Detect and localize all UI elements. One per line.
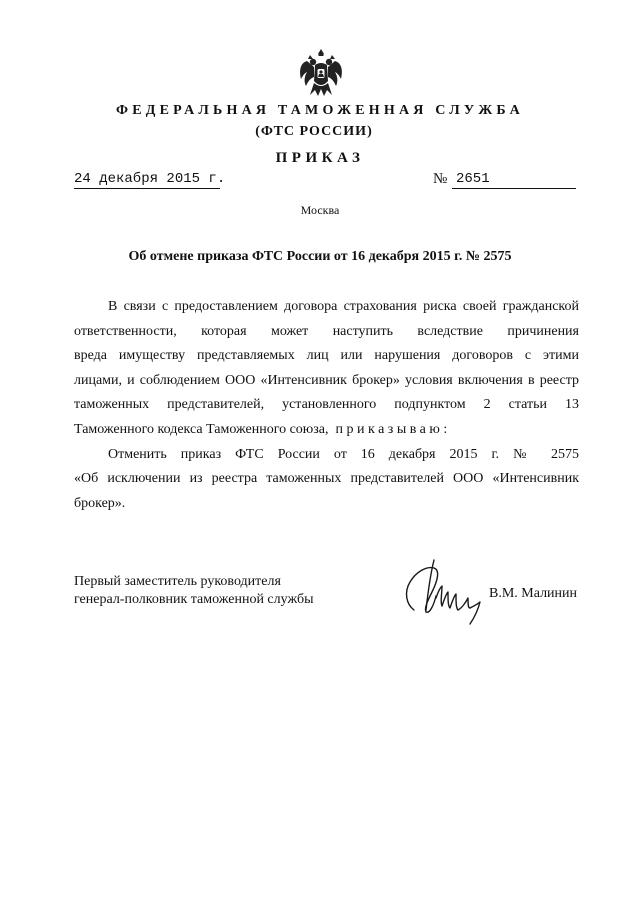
agency-name: ФЕДЕРАЛЬНАЯ ТАМОЖЕННАЯ СЛУЖБА xyxy=(116,103,524,118)
document-number: 2651 xyxy=(452,170,576,189)
city: Москва xyxy=(300,203,340,217)
signer-name: В.М. Малинин xyxy=(489,586,578,601)
body-line xyxy=(74,418,579,443)
number-sign: № xyxy=(433,171,448,187)
handwritten-signature xyxy=(400,552,492,628)
document-type: ПРИКАЗ xyxy=(275,150,365,166)
agency-abbreviation: (ФТС РОССИИ) xyxy=(255,124,373,139)
body-line: Отменить приказ ФТС России от 16 декабря 2015 г. № 2575 xyxy=(108,446,579,462)
signer-position-line: Первый заместитель руководителя xyxy=(74,574,281,589)
body-line: вреда имуществу представляемых лиц или нарушения договоров с этими xyxy=(74,348,579,364)
body-line: брокер». xyxy=(74,495,126,511)
body-line: «Об исключении из реестра таможенных представителей ООО «Интенсивник xyxy=(74,471,579,487)
order-word: приказываю: xyxy=(335,421,451,437)
double-headed-eagle-emblem-icon xyxy=(298,47,344,99)
document-date: 24 декабря 2015 г. xyxy=(74,171,226,187)
body-text: Таможенного кодекса Таможенного союза, xyxy=(74,421,329,437)
body-line: ответственности, которая может наступить вследствие причинения xyxy=(74,323,579,339)
document-title: Об отмене приказа ФТС России от 16 декабря 2015 г. № 2575 xyxy=(128,249,512,264)
signer-position xyxy=(74,573,313,609)
body-line: таможенных представителей, установленного подпунктом 2 статьи 13 xyxy=(74,397,579,413)
signer-position-line: генерал-полковник таможенной службы xyxy=(74,592,314,607)
document-body xyxy=(74,295,579,516)
body-line: лицами, и соблюдением ООО «Интенсивник брокер» условия включения в реестр xyxy=(74,372,579,388)
body-line: В связи с предоставлением договора страхования риска своей гражданской xyxy=(108,299,579,314)
